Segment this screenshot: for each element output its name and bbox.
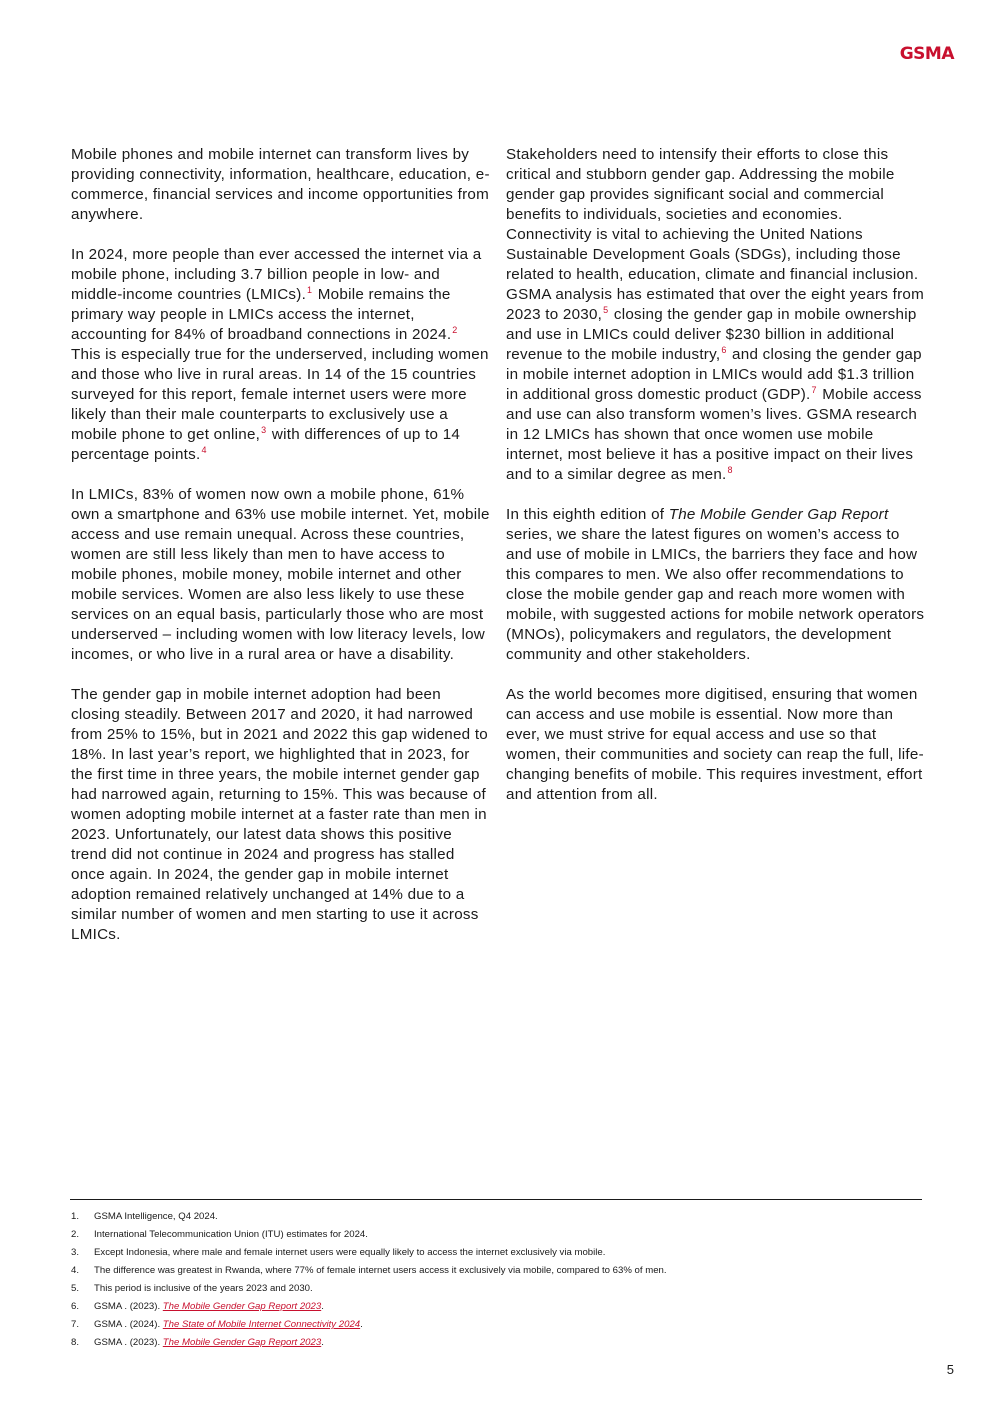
footnote-item [71,1280,921,1298]
footnote-ref[interactable]: 8 [727,465,733,475]
footnote-ref[interactable]: 2 [452,325,458,335]
footnote-link[interactable]: The Mobile Gender Gap Report 2023 [162,1337,322,1348]
footnote-item [71,1298,921,1316]
footnote-item [71,1208,921,1226]
footnote-ref[interactable]: 1 [307,285,313,295]
report-title: The Mobile Gender Gap Report [668,506,889,523]
footnotes-list [71,1208,921,1352]
right-column [506,145,926,825]
page-number: 5 [946,1362,954,1377]
text-run: with differences of up to 14 percentage points. [71,426,461,463]
footnote-number: 8. [71,1337,80,1348]
paragraph: Mobile phones and mobile internet can transform lives by providing connectivity, information, healthcare, education, e-commerce, financial services and income opportunities from anywhere. [71,146,490,223]
footnote-number: 7. [71,1319,80,1330]
footnote-text: GSMA . (2023). [94,1301,163,1312]
footnote-link[interactable]: The Mobile Gender Gap Report 2023 [162,1301,322,1312]
footnote-item [71,1262,921,1280]
footnote-item [71,1244,921,1262]
text-run: series, we share the latest figures on women’s access to and use of mobile in LMICs, the barriers they face and how this compares to men. We also offer recommendations to close the mobile gender gap and reach more women with mobile, with suggested actions for mobile network operators (MNOs), policymakers and regulators, the development community and other stakeholders. [506,526,925,663]
text-run: closing the gender gap in mobile ownership and use in LMICs could deliver $230 billion in additional revenue to the mobile industry, [506,306,917,363]
paragraph: In LMICs, 83% of women now own a mobile phone, 61% own a smartphone and 63% use mobile internet. Yet, mobile access and use remain unequal. Across these countries, women are still less likely than men to have access to mobile phones, mobile money, mobile internet and other mobile services. Women are also less likely to use these services on an equal basis, particularly those who are most underserved – including women with low literacy levels, low incomes, or who live in a rural area or have a disability. [71,486,490,663]
footnote-ref[interactable]: 3 [261,425,267,435]
footnote-text: This period is inclusive of the years 2023 and 2030. [94,1283,313,1294]
footnote-text: GSMA . (2024). [94,1319,163,1330]
paragraph: The gender gap in mobile internet adoption had been closing steadily. Between 2017 and 2020, it had narrowed from 25% to 15%, but in 2021 and 2022 this gap widened to 18%. In last year’s report, we highlighted that in 2023, for the first time in three years, the mobile internet gender gap had narrowed again, returning to 15%. This was because of women adopting mobile internet at a faster rate than men in 2023. Unfortunately, our latest data shows this positive trend did not continue in 2024 and progress has stalled once again. In 2024, the gender gap in mobile internet adoption remained relatively unchanged at 14% due to a similar number of women and men starting to use it across LMICs. [71,686,489,943]
text-run: In this eighth edition of [506,506,669,523]
paragraph [71,245,491,465]
text-run: Mobile access and use can also transform women’s lives. GSMA research in 12 LMICs has shown that once women use mobile internet, most believe it has a positive impact on their lives and to a similar degree as men. [506,386,922,483]
text-run: Stakeholders need to intensify their efforts to close this critical and stubborn gender gap. Addressing the mobile gender gap provides significant social and commercial benefits to individuals, societies and economies. Connectivity is vital to achieving the United Nations Sustainable Development Goals (SDGs), including those related to health, education, climate and financial inclusion. GSMA analysis has estimated that over the eight years from 2023 to 2030, [506,146,924,323]
footnote-link[interactable]: The State of Mobile Internet Connectivity 2024 [162,1319,361,1330]
text-run: Mobile remains the primary way people in LMICs access the internet, accounting for 84% of broadband connections in 2024. [71,286,452,343]
footnote-number: 5. [71,1283,80,1294]
footnote-number: 6. [71,1301,80,1312]
text-run: This is especially true for the underserved, including women and those who live in rural areas. In 14 of the 15 countries surveyed for this report, female internet users were more likely than their male counterparts to exclusively use a mobile phone to get online, [71,346,489,443]
footnote-tail: . [321,1301,324,1312]
left-column [71,145,491,965]
footnote-ref[interactable]: 6 [721,345,727,355]
footnote-text: The difference was greatest in Rwanda, where 77% of female internet users access it exclusively via mobile, compared to 63% of men. [94,1265,667,1276]
footnote-divider [70,1199,922,1200]
footnote-item [71,1316,921,1334]
footnote-number: 3. [71,1247,80,1258]
footnote-item [71,1226,921,1244]
footnote-item [71,1334,921,1352]
footnote-number: 2. [71,1229,80,1240]
footnote-text: GSMA Intelligence, Q4 2024. [94,1211,218,1222]
text-run: In 2024, more people than ever accessed the internet via a mobile phone, including 3.7 billion people in low- and middle-income countries (LMICs). [71,246,482,303]
footnote-number: 1. [71,1211,80,1222]
text-run: and closing the gender gap in mobile internet adoption in LMICs would add $1.3 trillion in additional gross domestic product (GDP). [506,346,922,403]
footnote-text: International Telecommunication Union (ITU) estimates for 2024. [94,1229,368,1240]
footnote-tail: . [360,1319,363,1330]
footnote-ref[interactable]: 4 [201,445,207,455]
footnote-ref[interactable]: 7 [811,385,817,395]
paragraph [506,505,926,665]
footnote-text: GSMA . (2023). [94,1337,163,1348]
gsma-logo: GSMA [899,44,954,64]
footnote-number: 4. [71,1265,80,1276]
footnote-text: Except Indonesia, where male and female internet users were equally likely to access the internet exclusively via mobile. [94,1247,606,1258]
footnote-tail: . [321,1337,324,1348]
paragraph [506,145,926,485]
paragraph: As the world becomes more digitised, ensuring that women can access and use mobile is essential. Now more than ever, we must strive for equal access and use so that women, their communities and society can reap the full, life-changing benefits of mobile. This requires investment, effort and attention from all. [506,686,924,803]
footnote-ref[interactable]: 5 [603,305,609,315]
